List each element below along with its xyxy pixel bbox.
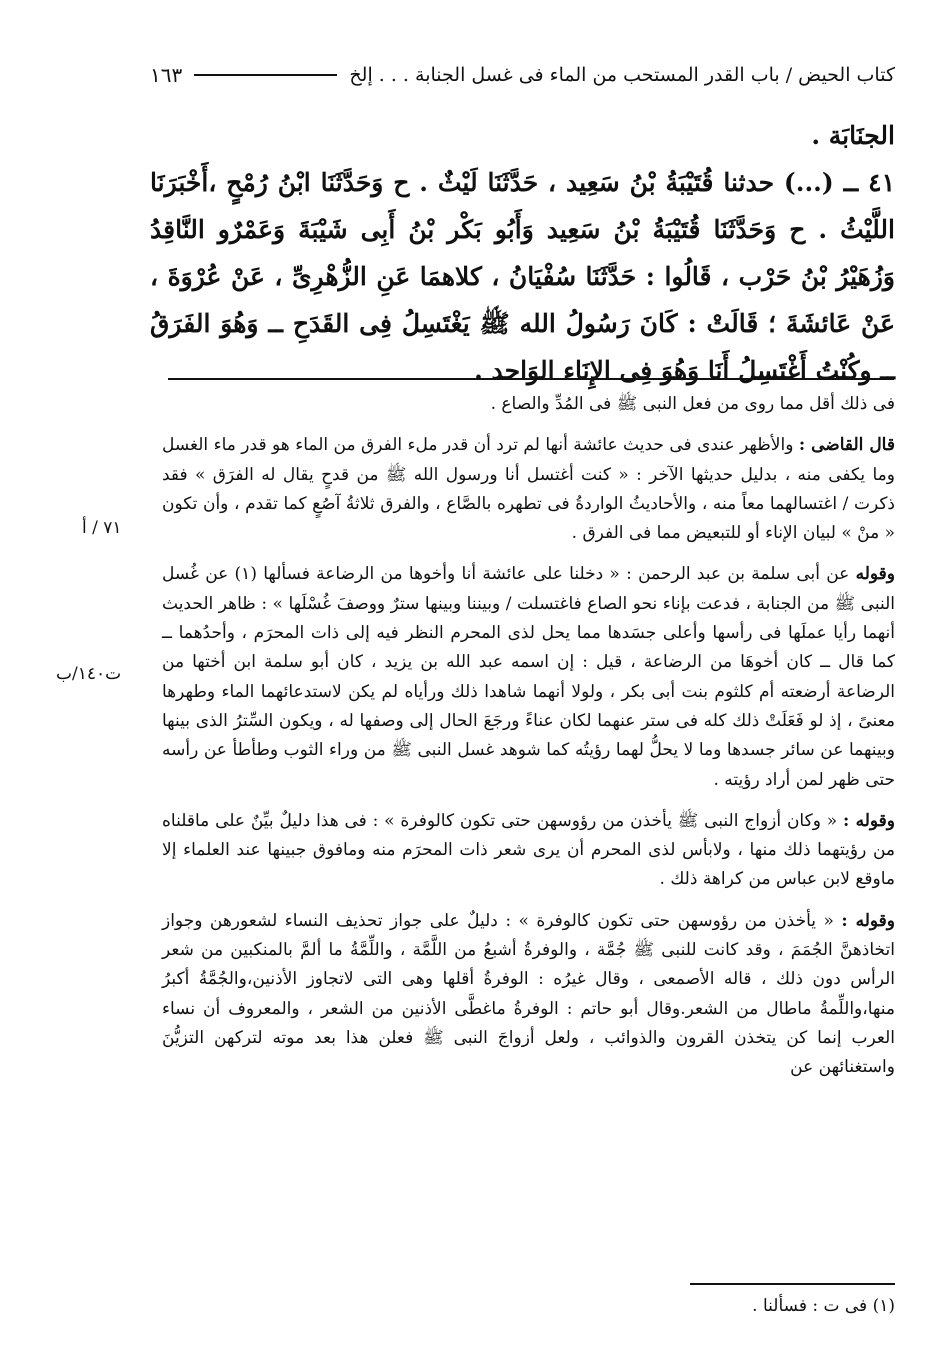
- hadith-lead: الجنَابَة .: [811, 121, 895, 150]
- commentary-paragraph: [162, 560, 895, 794]
- paragraph-lead: وقوله :: [842, 810, 895, 831]
- paragraph-lead: قال القاضى :: [798, 435, 895, 456]
- commentary-text: « وكان أزواج النبى ﷺ يأخذن من رؤوسهن حتى تكون كالوفرة » : فى هذا دليلٌ بيِّنٌ على ماقلناه من رؤيتهما ذلك منها ، ولابأس لذى المحرم أن يرى شعر ذات المحرَم منه ومافوق جبينها عند العلماء إلا ماوقع لابن عباس من كراهة ذلك .: [162, 810, 895, 890]
- commentary-text: عن أبى سلمة بن عبد الرحمن : « دخلنا على عائشة أنا وأخوها من الرضاعة فسألها (١) عن غُسل النبى ﷺ من الجنابة ، فدعت بإناء نحو الصاع فاغتسلت / وبيننا وبينها سترٌ ووصفَ غُسْلَها » : ظاهر الحديث أنهما رأيا عملَها فى رأسها وأعلى جسَدها مما يحل لذى المحرم النظر فيه إلى ذات المحرَم ، وأحدُهما ــ كما قال ــ كان أخوهَا من الرضاعة ، قيل : إن اسمه عبد الله بن يزيد ، كان أبو سلمة ابن أختها من الرضاعة أرضعته أم كلثوم بنت أبى بكر ، ولولا أنهما شاهدا ذلك ورأياه لم يكن لاستدعائهما الماء وطهرها معنىً ، إذ لو فَعَلَتْ ذلك كله فى ستر عنهما لكان عناءً ورجَعَ الحال إلى وصفها له ، ويكون السِّترُ الذى بينها وبينهما عن سائر جسدها وما لا يحلُّ لهما رؤيتُه كما شوهد غسل النبى ﷺ من وراء الثوب وطأطأ عن رأسه حتى ظهر لمن أراد رؤيته .: [162, 564, 895, 790]
- page-number: ١٦٣: [150, 63, 183, 87]
- paragraph-lead: وقوله :: [841, 910, 896, 931]
- footnote: (١) فى ت : فسألنا .: [752, 1296, 895, 1316]
- commentary-paragraph: [162, 807, 895, 895]
- hadith-text-block: [150, 112, 895, 394]
- margin-folio-note: ٧١ / أ: [82, 518, 122, 538]
- margin-folio-note: ت١٤٠/ب: [56, 664, 122, 684]
- hadith-text: ٤١ ــ (...) حدثنا قُتَيْبَةُ بْنُ سَعِيد ، حَدَّثَنَا لَيْثٌ . ح وَحَدَّثَنَا ابْنُ رُمْحٍ ،أَخْبَرَنَا اللَّيْثُ . ح وَحَدَّثَنَا قُتَيْبَةُ بْنُ سَعِيد وَأَبُو بَكْر بْنُ أَبِى شَيْبَةَ وَعَمْرٌو النَّاقِدُ وَزُهَيْرُ بْنُ حَرْب ، قَالُوا : حَدَّثَنَا سُفْيَانُ ، كلاهمَا عَنِ الزُّهْرِىِّ ، عَنْ عُرْوَةَ ، عَنْ عَائشَةَ ؛ قَالَتْ : كَانَ رَسُولُ الله ﷺ يَغْتَسِلُ فِى القَدَحِ ــ وَهُوَ الفَرَقُ ــ وكُنْتُ أَغْتَسِلُ أَنَا وَهُوَ فِى الإِنَاء الوَاحد .: [150, 168, 895, 385]
- commentary-paragraph: [162, 390, 895, 419]
- commentary-block: [162, 390, 895, 1095]
- commentary-paragraph: [162, 907, 895, 1083]
- commentary-paragraph: [162, 431, 895, 548]
- paragraph-lead: وقوله: [855, 564, 895, 585]
- main-divider: [168, 378, 894, 380]
- commentary-text: فى ذلك أقل مما روى من فعل النبى ﷺ فى المُدِّ والصاع .: [490, 394, 895, 414]
- header-title: كتاب الحيض / باب القدر المستحب من الماء فى غسل الجنابة . . . إلخ: [349, 64, 895, 86]
- header-rule: [194, 74, 337, 76]
- footnote-divider: [690, 1283, 895, 1285]
- commentary-text: « يأخذن من رؤوسهن حتى تكون كالوفرة » : دليلٌ على جواز تحذيف النساء لشعورهن وجواز اتخاذهنَّ الجُمَمَ ، وقد كانت للنبى ﷺ جُمَّة ، والوفرةُ أشبعُ من اللَّمَّة ، واللِّمَّةُ ما ألمَّ بالمنكبين من شعر الرأس دون ذلك ، قاله الأصمعى ، وقال غيرُه : الوفرةُ أقلها وهى التى لاتجاوز الأذنين،والجُمَّةُ أكبرُ منها،واللِّمةُ ماطال من الشعر.وقال أبو حاتم : الوفرةُ ماغطَّى الأذنين من الشعر ، والمعروف أن نساء العرب إنما كن يتخذن القرون والذوائب ، ولعل أزواجَ النبى ﷺ فعلن هذا بعد موته لتركهن التزيُّنَ واستغنائهن عن: [162, 910, 895, 1078]
- commentary-text: والأظهر عندى فى حديث عائشة أنها لم ترد أن قدر ملء الفرق من الماء هو قدر ماء الغسل وما يكفى منه ، بدليل حديثها الآخر : « كنت أغتسل أنا ورسول الله ﷺ من قدحٍ يقال له الفرَق » فقد ذكرت / اغتسالهما معاً منه ، والأحاديثُ الواردةُ فى تطهره بالصَّاع ، والفرق ثلاثةُ آصُعٍ كما تقدم ، وأن تكون « منْ » لبيان الإناء أو للتبعيض مما فى الفرق .: [162, 435, 896, 544]
- running-header: [150, 58, 895, 92]
